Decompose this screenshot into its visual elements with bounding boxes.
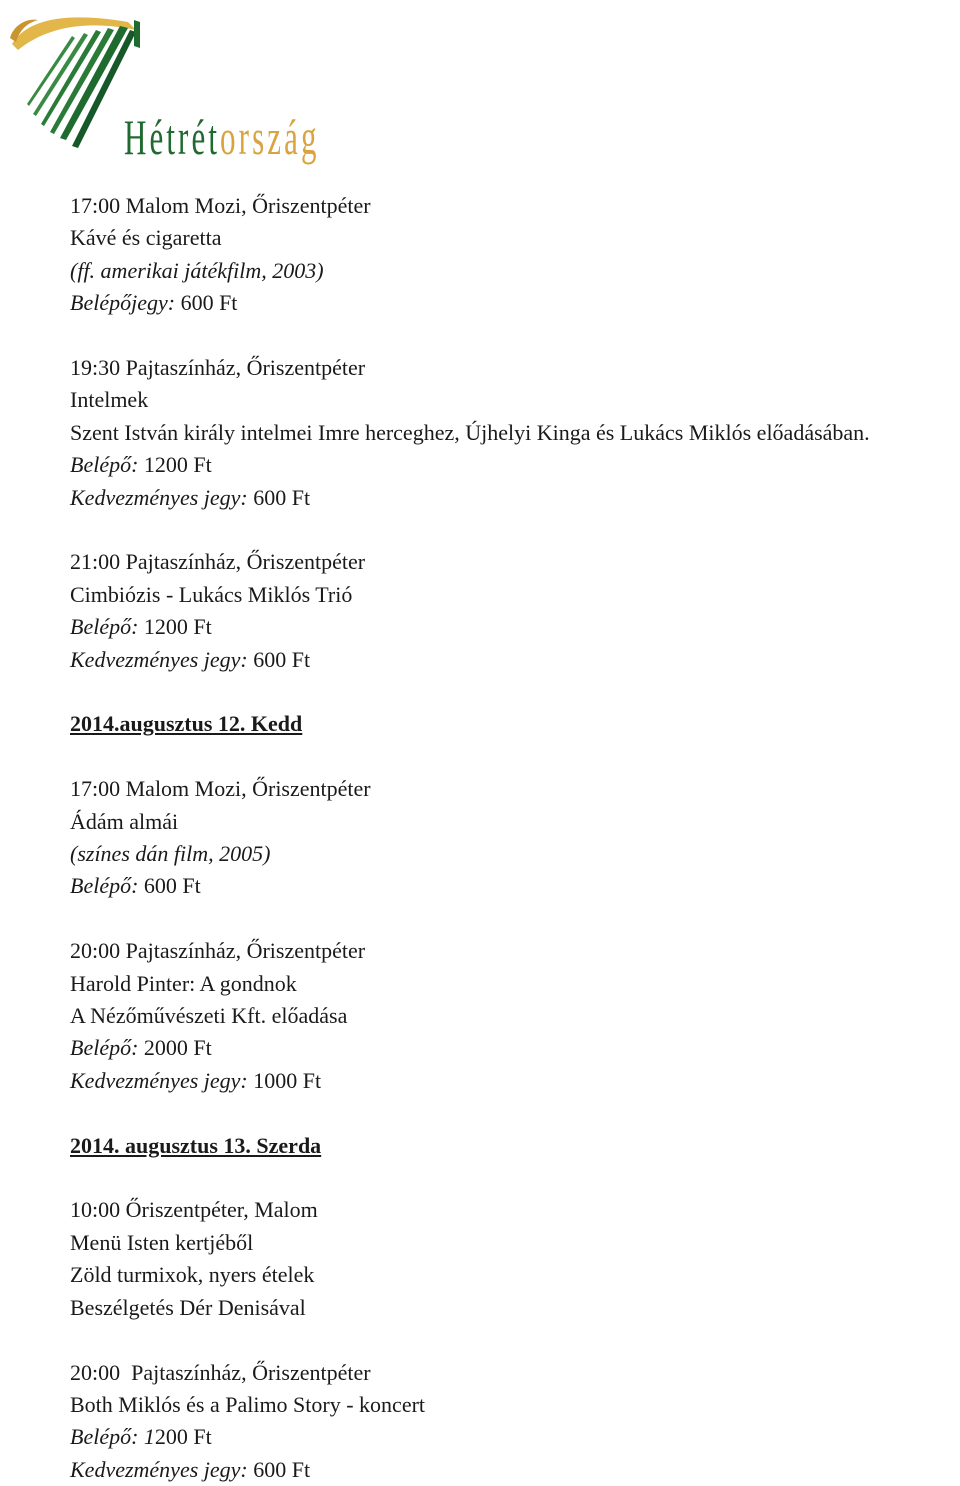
event-block xyxy=(70,1194,950,1324)
event-block xyxy=(70,546,950,676)
price-label: Belépőjegy: xyxy=(70,290,176,316)
price-line xyxy=(70,449,950,481)
price-line xyxy=(70,1454,950,1486)
price-label: Kedvezményes jegy: xyxy=(70,484,248,510)
event-time-venue: 20:00 Pajtaszínház, Őriszentpéter xyxy=(70,938,366,964)
day-heading: 2014.augusztus 12. Kedd xyxy=(70,711,303,737)
price-line xyxy=(70,644,950,676)
event-time-venue: 10:00 Őriszentpéter, Malom xyxy=(70,1197,318,1223)
price-label: Kedvezményes jegy: xyxy=(70,1067,248,1093)
price-label: Belépő: xyxy=(70,873,139,899)
price-value: 200 Ft xyxy=(154,1424,212,1450)
price-line xyxy=(70,870,950,902)
price-value: 2000 Ft xyxy=(138,1035,212,1061)
event-detail: Cimbiózis - Lukács Miklós Trió xyxy=(70,581,353,607)
event-detail: (ff. amerikai játékfilm, 2003) xyxy=(70,257,324,283)
event-time-venue: 20:00 Pajtaszínház, Őriszentpéter xyxy=(70,1359,371,1385)
event-detail: Zöld turmixok, nyers ételek xyxy=(70,1262,315,1288)
price-label: Belépő: xyxy=(70,452,139,478)
price-label: Kedvezményes jegy: xyxy=(70,1456,248,1482)
event-detail: Ádám almái xyxy=(70,808,179,834)
event-detail: Menü Isten kertjéből xyxy=(70,1229,254,1255)
event-program xyxy=(70,190,950,1486)
event-detail: Harold Pinter: A gondnok xyxy=(70,970,297,996)
price-line xyxy=(70,1065,950,1097)
event-time-venue: 19:30 Pajtaszínház, Őriszentpéter xyxy=(70,355,366,381)
spacer xyxy=(70,1324,950,1356)
event-detail: Kávé és cigaretta xyxy=(70,225,222,251)
spacer xyxy=(70,676,950,708)
event-detail: Beszélgetés Dér Denisával xyxy=(70,1294,306,1320)
price-line xyxy=(70,611,950,643)
price-value: 1200 Ft xyxy=(138,452,212,478)
price-value: 1000 Ft xyxy=(247,1067,322,1093)
event-detail: Szent István király intelmei Imre herceghez, Újhelyi Kinga és Lukács Miklós előadásában. xyxy=(70,419,870,445)
event-block xyxy=(70,352,950,514)
price-line xyxy=(70,482,950,514)
event-time-venue: 21:00 Pajtaszínház, Őriszentpéter xyxy=(70,549,366,575)
spacer xyxy=(70,320,950,352)
price-value: 600 Ft xyxy=(247,1456,311,1482)
spacer xyxy=(70,514,950,546)
event-block xyxy=(70,1357,950,1486)
event-detail: A Nézőművészeti Kft. előadása xyxy=(70,1003,348,1029)
price-label: Belépő: xyxy=(70,1035,139,1061)
spacer xyxy=(70,1097,950,1129)
hetretorszag-logo xyxy=(8,8,408,168)
event-detail: Intelmek xyxy=(70,387,149,413)
spacer xyxy=(70,903,950,935)
price-value: 600 Ft xyxy=(138,873,201,899)
price-line xyxy=(70,1421,950,1453)
price-line xyxy=(70,1032,950,1064)
event-block xyxy=(70,773,950,903)
spacer xyxy=(70,1162,950,1194)
price-value: 600 Ft xyxy=(175,290,238,316)
price-value: 600 Ft xyxy=(247,646,311,672)
event-detail: (színes dán film, 2005) xyxy=(70,841,271,867)
event-block xyxy=(70,190,950,320)
price-label: Kedvezményes jegy: xyxy=(70,646,248,672)
event-time-venue: 17:00 Malom Mozi, Őriszentpéter xyxy=(70,193,371,218)
spacer xyxy=(70,741,950,773)
logo-wordmark: Hétrétország xyxy=(124,109,320,165)
day-heading: 2014. augusztus 13. Szerda xyxy=(70,1132,322,1158)
event-time-venue: 17:00 Malom Mozi, Őriszentpéter xyxy=(70,776,371,802)
price-label: Belépő: 1 xyxy=(70,1424,155,1450)
price-value: 1200 Ft xyxy=(138,614,212,640)
event-detail: Both Miklós és a Palimo Story - koncert xyxy=(70,1391,426,1417)
price-line xyxy=(70,287,950,319)
price-label: Belépő: xyxy=(70,614,139,640)
event-block xyxy=(70,935,950,1097)
price-value: 600 Ft xyxy=(247,484,311,510)
